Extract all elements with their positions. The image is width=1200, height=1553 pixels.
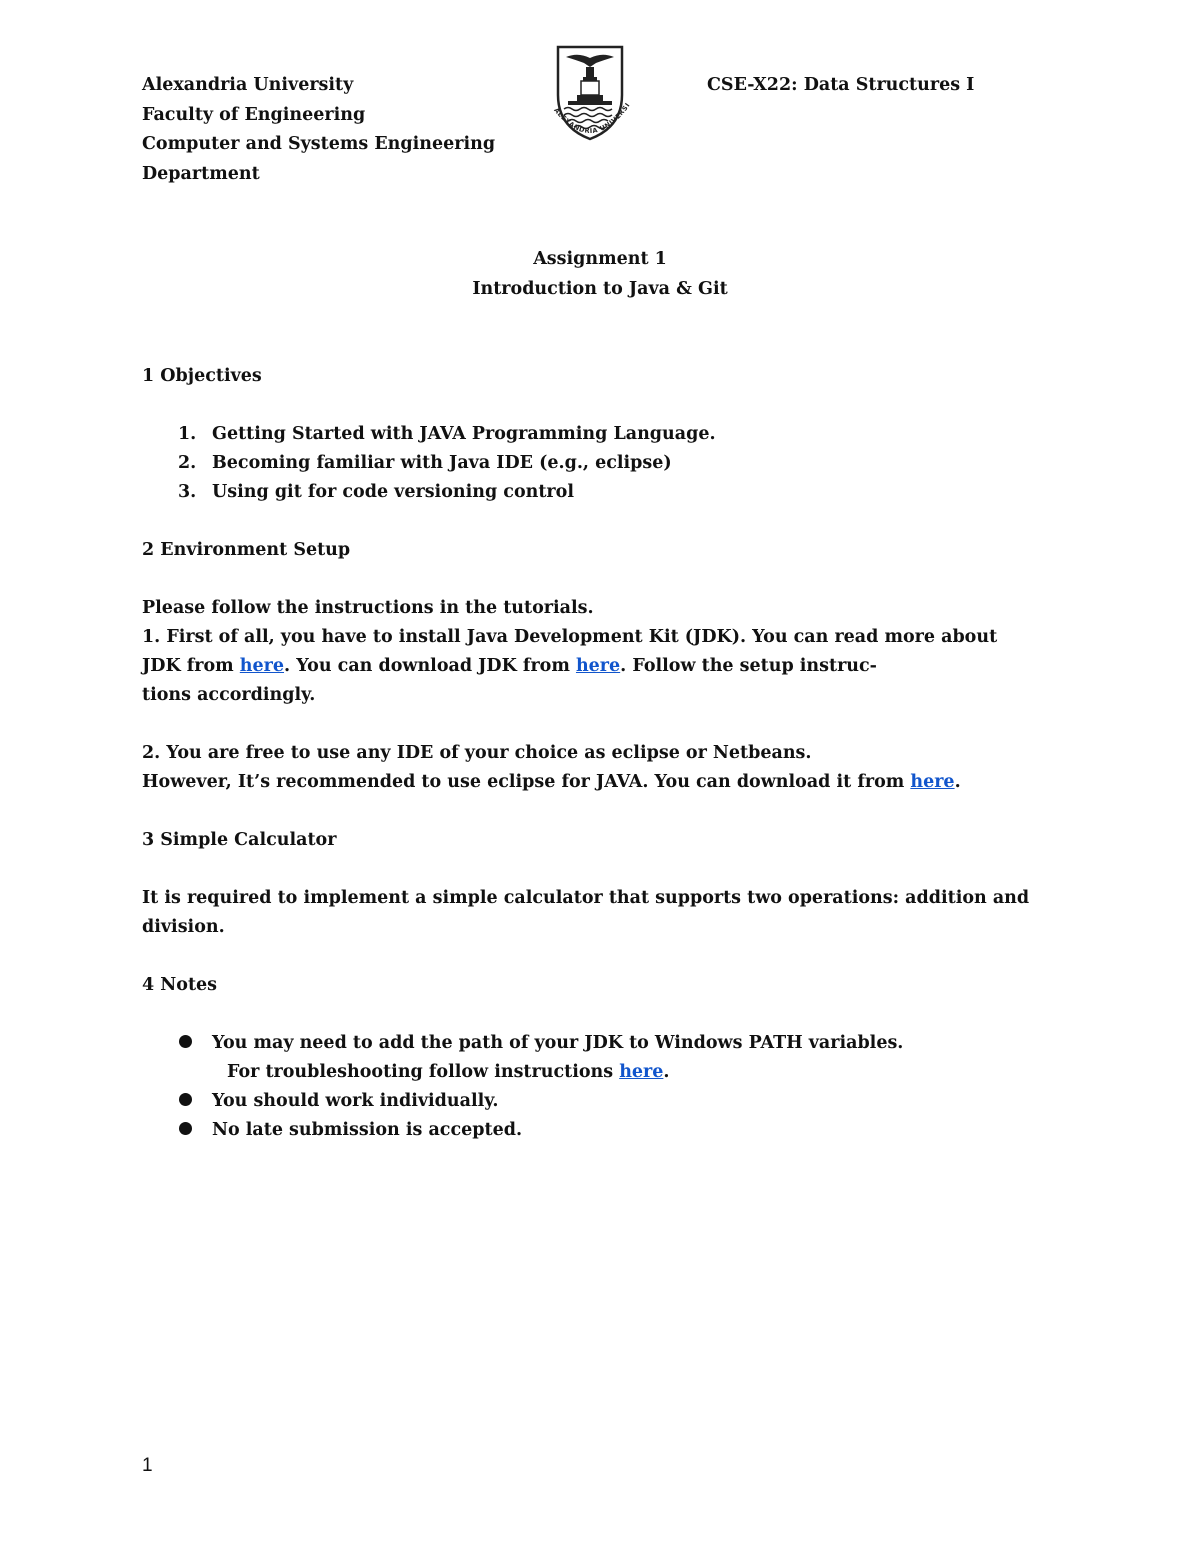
objective-item-2 — [142, 449, 672, 478]
objective-item-3 — [142, 478, 574, 507]
course-title: CSE-X22: Data Structures I — [707, 75, 975, 95]
jdk-download-link[interactable]: here — [575, 656, 621, 676]
bullet-icon — [179, 1093, 192, 1106]
note-sub-text-a: For troubleshooting follow instructions — [227, 1062, 620, 1082]
note-item-1 — [179, 1029, 903, 1058]
note-item-1-sub — [227, 1058, 670, 1087]
p2-text-b: . — [954, 772, 961, 792]
department-name-line2: Department — [142, 163, 260, 184]
department-name-line1: Computer and Systems Engineering — [142, 134, 496, 154]
environment-heading: 2 Environment Setup — [142, 540, 351, 560]
objectives-heading: 1 Objectives — [142, 366, 262, 386]
jdk-info-link[interactable]: here — [239, 656, 285, 676]
environment-p2-line1: 2. You are free to use any IDE of your choice as eclipse or Netbeans. — [142, 743, 812, 763]
faculty-name: Faculty of Engineering — [142, 104, 366, 125]
calculator-line1: It is required to implement a simple calculator that supports two operations: addition and — [142, 888, 1030, 908]
note-item-3 — [179, 1116, 522, 1145]
bullet-icon — [179, 1035, 192, 1048]
note-text-3: No late submission is accepted. — [212, 1120, 523, 1140]
objective-item-1 — [142, 420, 716, 449]
objective-text-3: Using git for code versioning control — [212, 482, 574, 502]
page-number: 1 — [142, 1455, 153, 1476]
eclipse-download-link[interactable]: here — [910, 772, 955, 792]
logo-text: ALEXANDRIA UNIVERSI — [552, 101, 632, 136]
note-sub-text-b: . — [663, 1062, 670, 1082]
objective-num-2: 2. — [178, 453, 197, 473]
p1-text-a: JDK from — [142, 656, 240, 676]
university-name: Alexandria University — [142, 75, 354, 95]
environment-intro: Please follow the instructions in the tutorials. — [142, 598, 594, 618]
environment-p1-line2 — [142, 652, 877, 681]
bullet-icon — [179, 1122, 192, 1135]
objective-num-1: 1. — [178, 424, 197, 444]
environment-p1-line1: 1. First of all, you have to install Java Development Kit (JDK). You can read more about — [142, 627, 998, 647]
p1-text-b: . You can download JDK from — [284, 656, 576, 676]
note-text-2: You should work individually. — [212, 1091, 499, 1111]
calculator-line2: division. — [142, 917, 225, 937]
objective-num-3: 3. — [178, 482, 197, 502]
note-text-1: You may need to add the path of your JDK to Windows PATH variables. — [212, 1033, 904, 1053]
notes-heading: 4 Notes — [142, 975, 218, 995]
objective-text-1: Getting Started with JAVA Programming Language. — [212, 424, 716, 444]
university-logo — [546, 43, 634, 147]
troubleshooting-link[interactable]: here — [619, 1062, 664, 1082]
calculator-heading: 3 Simple Calculator — [142, 830, 337, 850]
objective-text-2: Becoming familiar with Java IDE (e.g., eclipse) — [212, 453, 672, 473]
header-left-block — [142, 71, 495, 189]
assignment-subtitle: Introduction to Java & Git — [472, 279, 728, 299]
title-block — [0, 244, 1200, 304]
assignment-title: Assignment 1 — [533, 249, 667, 269]
environment-p2-line2 — [142, 768, 961, 797]
note-item-2 — [179, 1087, 499, 1116]
environment-p1-line3: tions accordingly. — [142, 685, 316, 705]
p2-text-a: However, It’s recommended to use eclipse for JAVA. You can download it from — [142, 772, 911, 792]
p1-text-c: . Follow the setup instruc- — [620, 656, 877, 676]
